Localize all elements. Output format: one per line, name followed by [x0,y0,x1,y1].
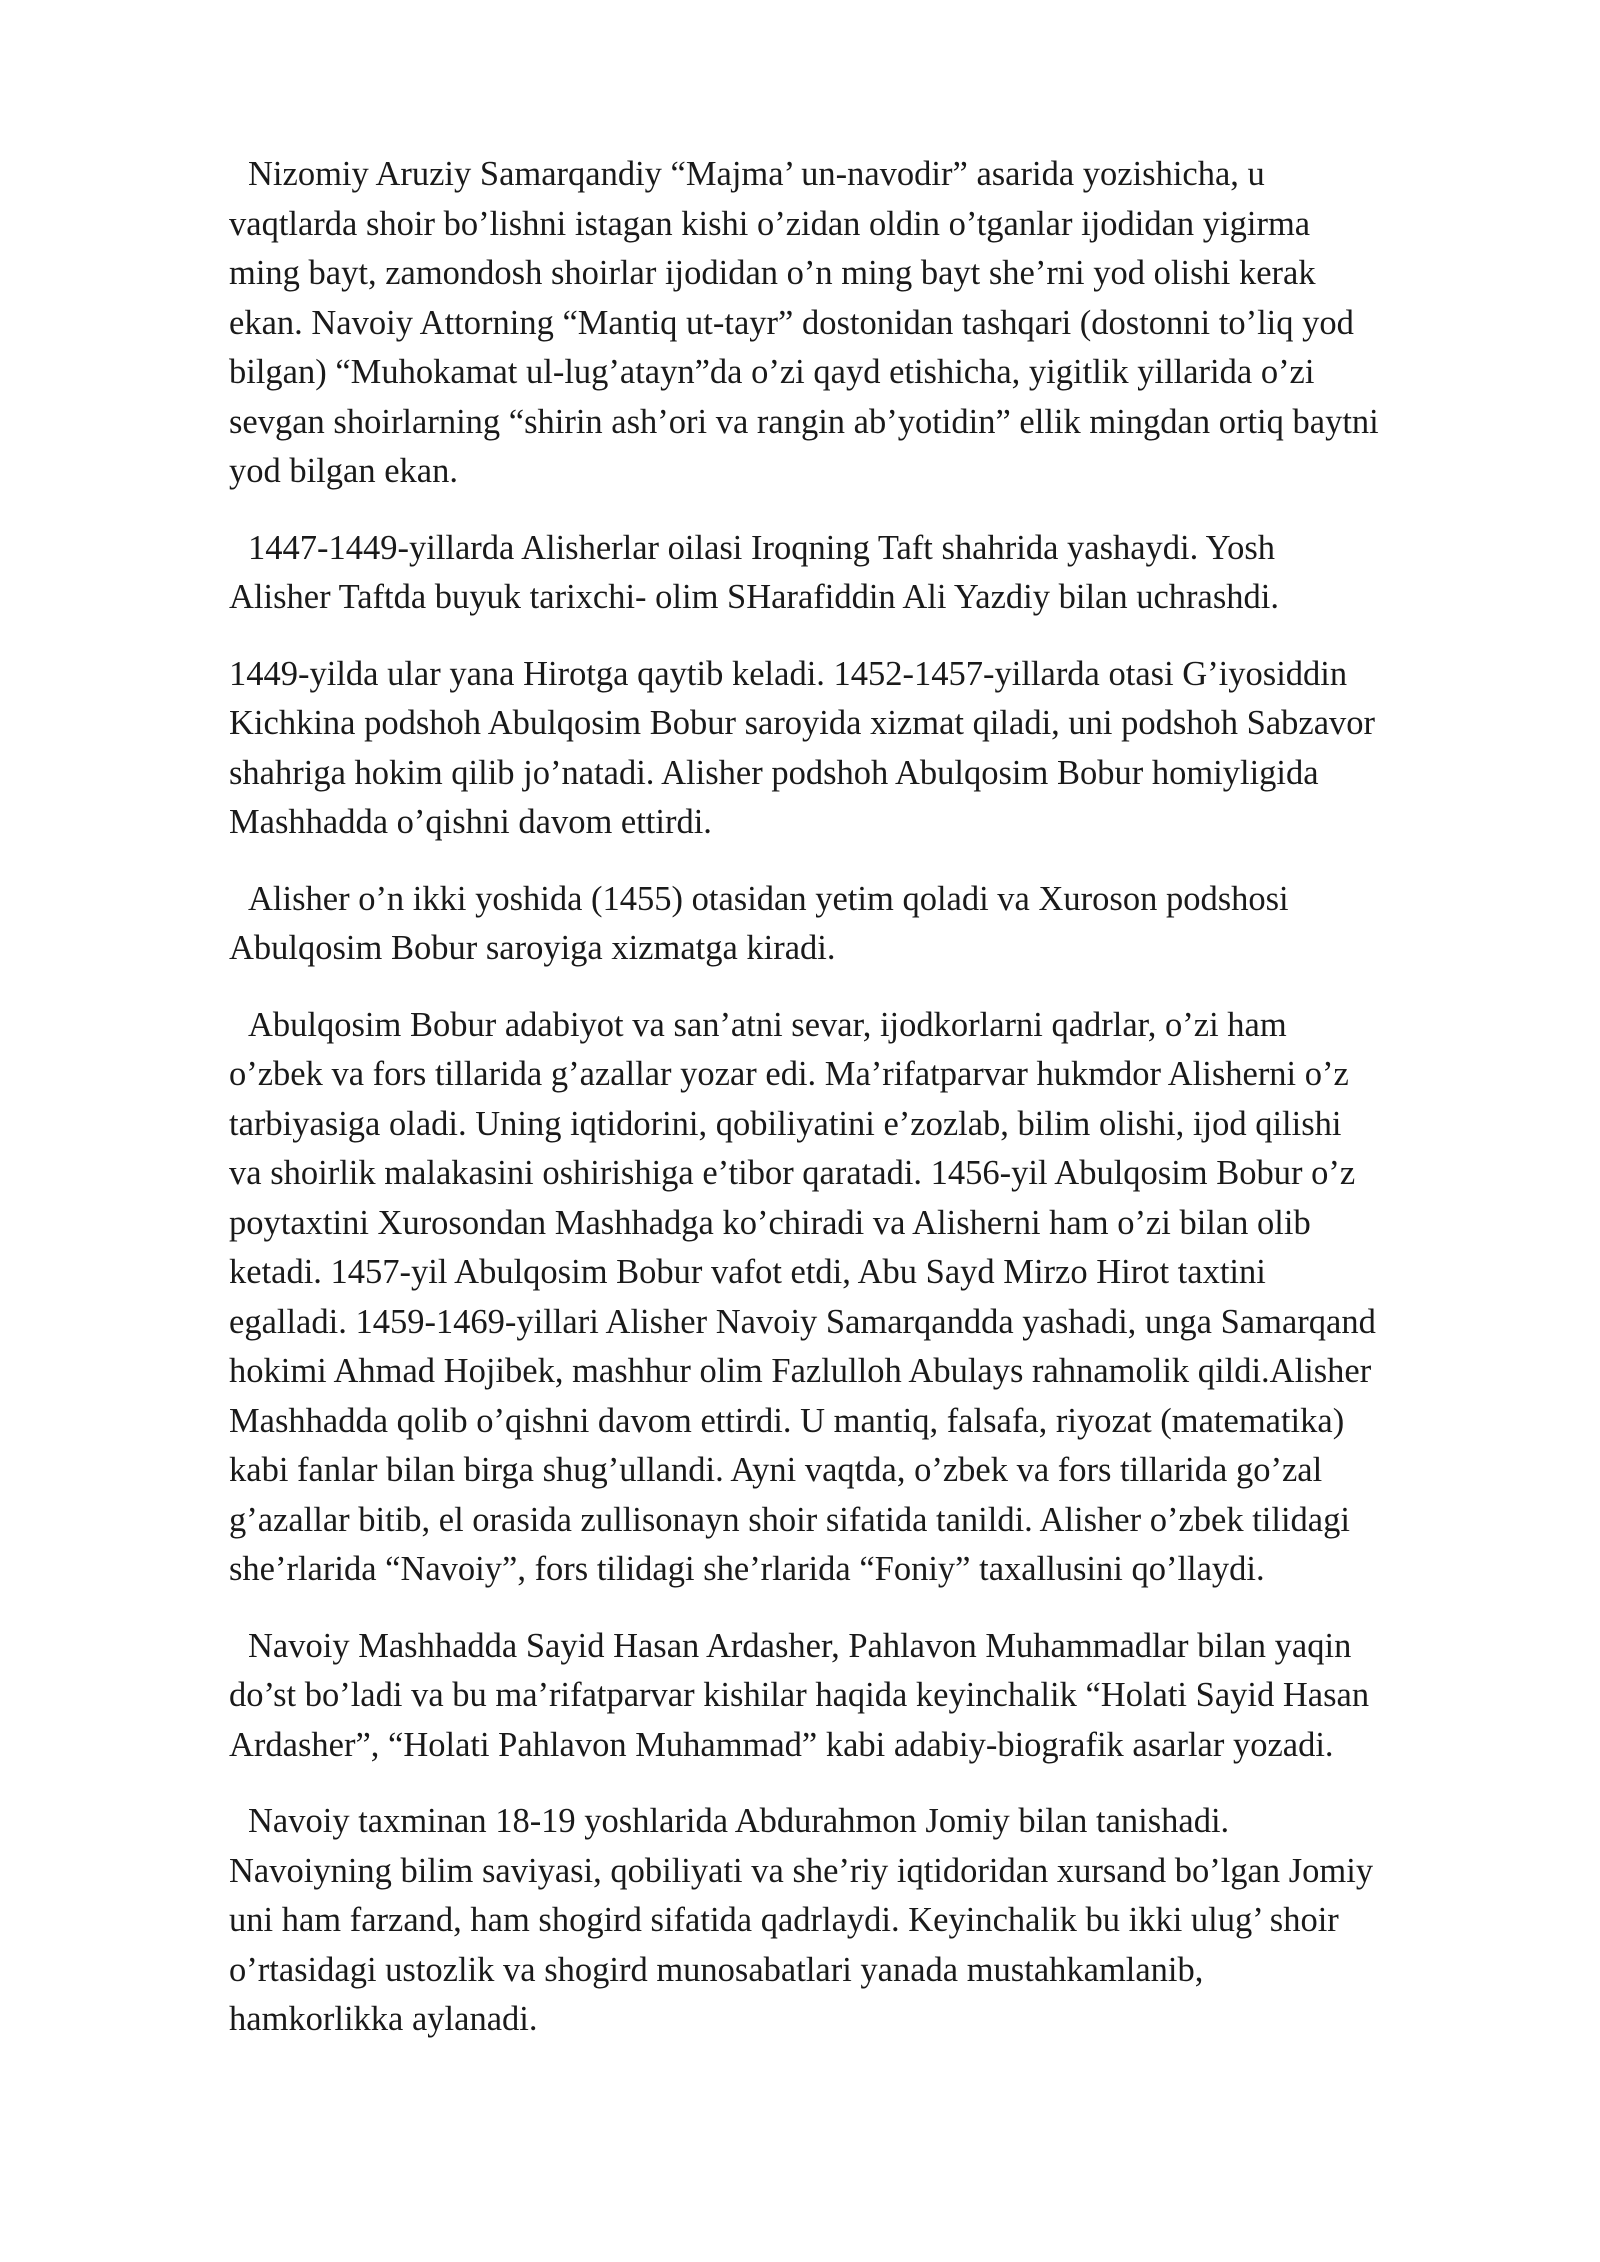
document-body [229,150,1489,2072]
paragraph-1: Nizomiy Aruziy Samarqandiy “Majma’ un-navodir” asarida yozishicha, u vaqtlarda shoir bo’lishni istagan kishi o’zidan oldin o’tganlar ijodidan yigirma ming bayt, zamondosh shoirlar ijodidan o’n ming bayt she’rni yod olishi kerak ekan. Navoiy Attorning “Mantiq ut-tayr” dostonidan tashqari (dostonni to’liq yod bilgan) “Muhokamat ul-lug’atayn”da o’zi qayd etishicha, yigitlik yillarida o’zi sevgan shoirlarning “shirin ash’ori va rangin ab’yotidin” ellik mingdan ortiq baytni yod bilgan ekan. [229,155,1379,490]
paragraph-5: Abulqosim Bobur adabiyot va san’atni sevar, ijodkorlarni qadrlar, o’zi ham o’zbek va fors tillarida g’azallar yozar edi. Ma’rifatparvar hukmdor Alisherni o’z tarbiyasiga oladi. Uning iqtidorini, qobiliyatini e’zozlab, bilim olishi, ijod qilishi va shoirlik malakasini oshirishiga e’tibor qaratadi. 1456-yil Abulqosim Bobur o’z poytaxtini Xurosondan Mashhadga ko’chiradi va Alisherni ham o’zi bilan olib ketadi. 1457-yil Abulqosim Bobur vafot etdi, Abu Sayd Mirzo Hirot taxtini egalladi. 1459-1469-yillari Alisher Navoiy Samarqandda yashadi, unga Samarqand hokimi Ahmad Hojibek, mashhur olim Fazlulloh Abulays rahnamolik qildi.Alisher Mashhadda qolib o’qishni davom ettirdi. U mantiq, falsafa, riyozat (matematika) kabi fanlar bilan birga shug’ullandi. Ayni vaqtda, o’zbek va fors tillarida go’zal g’azallar bitib, el orasida zullisonayn shoir sifatida tanildi. Alisher o’zbek tilidagi she’rlarida “Navoiy”, fors tilidagi she’rlarida “Foniy” taxallusini qo’llaydi. [229,1005,1376,1588]
paragraph-3: 1449-yilda ular yana Hirotga qaytib keladi. 1452-1457-yillarda otasi G’iyosiddin Kichkina podshoh Abulqosim Bobur saroyida xizmat qiladi, uni podshoh Sabzavor shahriga hokim qilib jo’natadi. Alisher podshoh Abulqosim Bobur homiyligida Mashhadda o’qishni davom ettirdi. [229,654,1376,841]
paragraph-2: 1447-1449-yillarda Alisherlar oilasi Iroqning Taft shahrida yashaydi. Yosh Alisher Taftda buyuk tarixchi- olim SHarafiddin Ali Yazdiy bilan uchrashdi. [229,528,1279,616]
paragraph-7: Navoiy taxminan 18-19 yoshlarida Abdurahmon Jomiy bilan tanishadi. Navoiyning bilim saviyasi, qobiliyati va she’riy iqtidoridan xursand bo’lgan Jomiy uni ham farzand, ham shogird sifatida qadrlaydi. Keyinchalik bu ikki ulug’ shoir o’rtasidagi ustozlik va shogird munosabatlari yanada mustahkamlanib, hamkorlikka aylanadi. [229,1802,1374,2038]
paragraph-4: Alisher o’n ikki yoshida (1455) otasidan yetim qoladi va Xuroson podshosi Abulqosim Bobur saroyiga xizmatga kiradi. [229,879,1289,967]
paragraph-6: Navoiy Mashhadda Sayid Hasan Ardasher, Pahlavon Muhammadlar bilan yaqin do’st bo’ladi va bu ma’rifatparvar kishilar haqida keyinchalik “Holati Sayid Hasan Ardasher”, “Holati Pahlavon Muhammad” kabi adabiy-biografik asarlar yozadi. [229,1626,1370,1764]
